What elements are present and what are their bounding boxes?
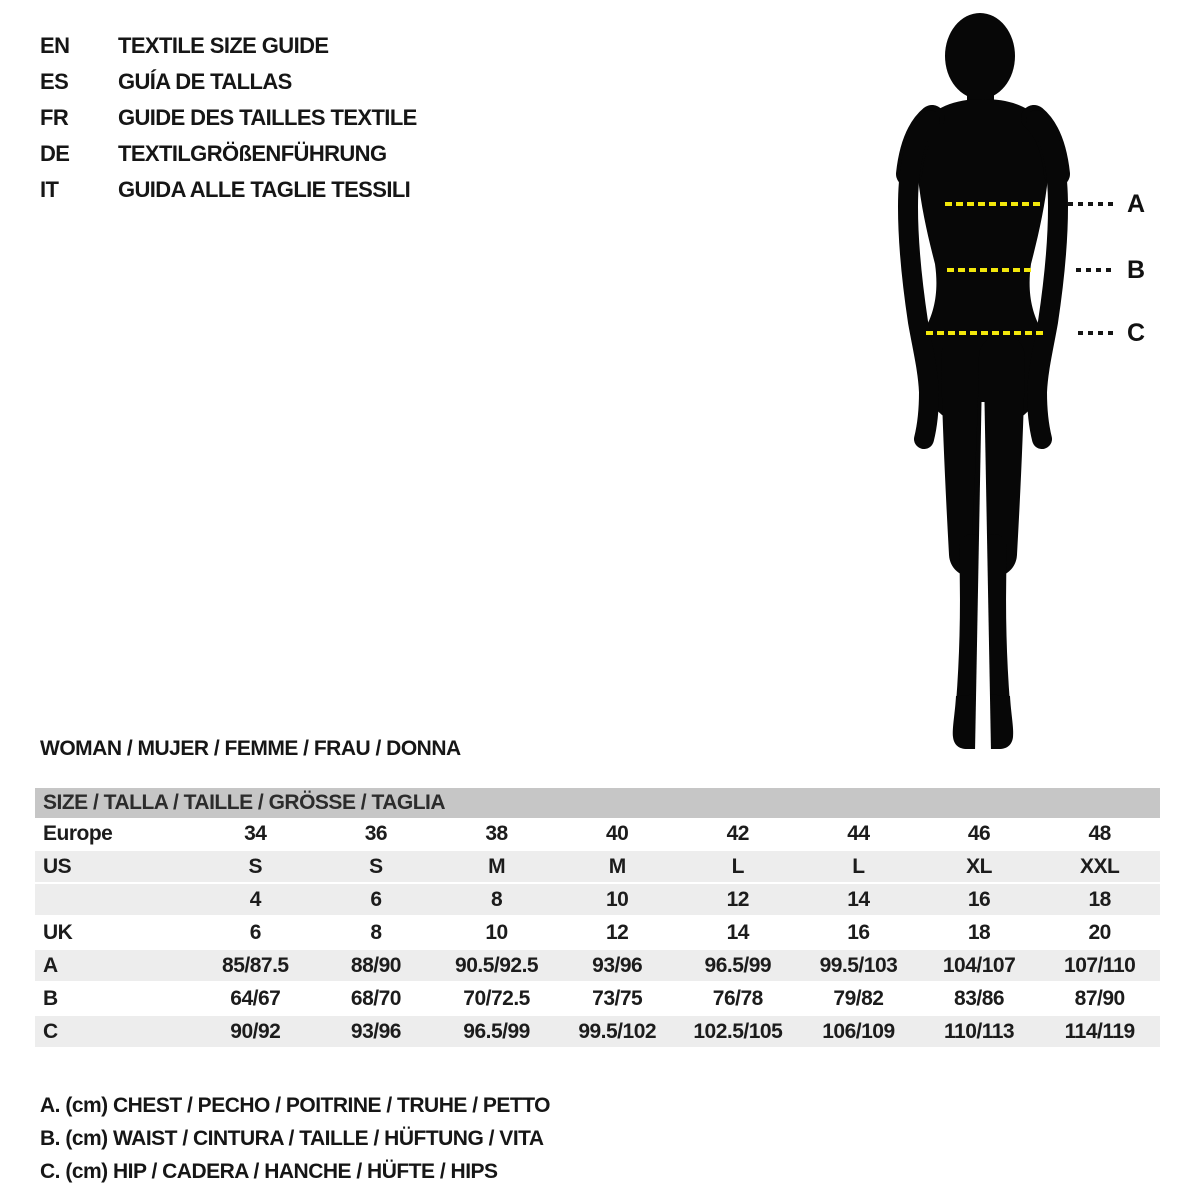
language-list	[40, 28, 417, 208]
waist-measure-line	[947, 268, 1034, 272]
size-value: 68/70	[350, 986, 401, 1010]
size-value: 12	[726, 887, 749, 911]
size-value: 104/107	[942, 953, 1016, 977]
size-value: 18	[1088, 887, 1111, 911]
size-table-header: SIZE / TALLA / TAILLE / GRÖSSE / TAGLIA	[35, 788, 1160, 818]
row-label: C	[43, 1019, 58, 1043]
size-value: S	[369, 854, 383, 878]
size-table	[35, 788, 1160, 1049]
size-value: 83/86	[954, 986, 1005, 1010]
size-value: XXL	[1080, 854, 1120, 878]
hip-label: C	[1127, 319, 1146, 347]
size-value: 10	[485, 920, 508, 944]
size-value: 88/90	[350, 953, 401, 977]
language-row	[40, 172, 417, 208]
size-value: 40	[606, 821, 629, 845]
hip-pointer-line	[1078, 331, 1114, 335]
size-value: 90/92	[230, 1019, 281, 1043]
language-title: TEXTILGRÖßENFÜHRUNG	[118, 141, 387, 166]
size-value: 48	[1088, 821, 1111, 845]
language-code: DE	[40, 141, 70, 166]
size-value: 6	[249, 920, 261, 944]
size-value: 70/72.5	[463, 986, 530, 1010]
size-value: 36	[364, 821, 388, 845]
legend-row: C. (cm) HIP / CADERA / HANCHE / HÜFTE / HIPS	[40, 1159, 498, 1183]
size-value: 96.5/99	[704, 953, 772, 977]
size-value: 44	[847, 821, 870, 845]
language-row	[40, 100, 417, 136]
woman-silhouette-figure	[888, 2, 1092, 752]
size-value: M	[488, 854, 506, 878]
woman-silhouette-icon	[888, 2, 1092, 752]
size-value: 114/119	[1064, 1019, 1135, 1043]
size-value: 42	[726, 821, 749, 845]
size-value: 8	[490, 887, 503, 911]
size-value: 110/113	[944, 1019, 1015, 1043]
table-row	[35, 917, 1160, 950]
language-row	[40, 28, 417, 64]
language-title: TEXTILE SIZE GUIDE	[118, 33, 329, 58]
size-value: S	[248, 854, 263, 878]
size-value: 14	[847, 887, 870, 911]
hip-measure-line	[926, 331, 1045, 335]
row-label: US	[43, 854, 72, 878]
measurement-legend	[40, 1089, 550, 1188]
table-row	[35, 1016, 1160, 1049]
size-value: 16	[847, 920, 870, 944]
size-value: 102.5/105	[693, 1019, 783, 1043]
size-table-body	[35, 818, 1160, 1049]
size-value: 4	[249, 887, 261, 911]
size-value: 96.5/99	[463, 1019, 530, 1043]
size-value: 14	[726, 920, 749, 944]
language-code: IT	[40, 177, 59, 202]
size-value: M	[608, 854, 626, 878]
legend-row: A. (cm) CHEST / PECHO / POITRINE / TRUHE / PETTO	[40, 1093, 551, 1117]
size-value: 6	[370, 887, 382, 911]
row-label: UK	[43, 920, 73, 944]
size-value: 99.5/103	[819, 953, 898, 977]
size-value: 107/110	[1064, 953, 1136, 977]
gender-heading: WOMAN / MUJER / FEMME / FRAU / DONNA	[40, 737, 461, 760]
size-value: 73/75	[592, 986, 643, 1010]
language-row	[40, 136, 417, 172]
size-value: 16	[967, 887, 991, 911]
size-value: 20	[1088, 920, 1111, 944]
size-value: XL	[966, 854, 992, 878]
chest-label: A	[1127, 190, 1146, 218]
language-row	[40, 64, 417, 100]
language-code: EN	[40, 33, 70, 58]
size-value: 85/87.5	[222, 953, 289, 977]
size-value: 99.5/102	[578, 1019, 657, 1043]
row-label: Europe	[43, 821, 113, 845]
size-value: 93/96	[350, 1019, 401, 1043]
table-row	[35, 818, 1160, 851]
size-value: 8	[370, 920, 382, 944]
table-row	[35, 884, 1160, 917]
size-value: 87/90	[1074, 986, 1125, 1010]
size-value: 34	[244, 821, 267, 845]
language-code: FR	[40, 105, 69, 130]
size-value: 76/78	[712, 986, 763, 1010]
size-value: L	[731, 854, 744, 878]
row-label: B	[43, 986, 58, 1010]
size-value: 18	[967, 920, 991, 944]
size-value: 93/96	[592, 953, 643, 977]
table-row	[35, 950, 1160, 983]
chest-measure-line	[945, 202, 1042, 206]
table-row	[35, 851, 1160, 884]
waist-pointer-line	[1076, 268, 1114, 272]
size-value: 90.5/92.5	[455, 953, 539, 977]
size-value: 64/67	[230, 986, 281, 1010]
size-value: 79/82	[833, 986, 884, 1010]
legend-row: B. (cm) WAIST / CINTURA / TAILLE / HÜFTUNG / VITA	[40, 1126, 544, 1150]
size-value: 38	[485, 821, 508, 845]
size-value: 46	[967, 821, 991, 845]
waist-label: B	[1127, 256, 1146, 284]
language-title: GUIDE DES TAILLES TEXTILE	[118, 105, 417, 130]
size-value: L	[852, 854, 865, 878]
row-label: A	[43, 953, 58, 977]
language-title: GUIDA ALLE TAGLIE TESSILI	[118, 177, 411, 202]
size-value: 10	[606, 887, 629, 911]
language-code: ES	[40, 69, 69, 94]
size-value: 106/109	[822, 1019, 895, 1043]
size-value: 12	[606, 920, 629, 944]
table-row	[35, 983, 1160, 1016]
chest-pointer-line	[1068, 202, 1114, 206]
language-title: GUÍA DE TALLAS	[118, 69, 292, 94]
